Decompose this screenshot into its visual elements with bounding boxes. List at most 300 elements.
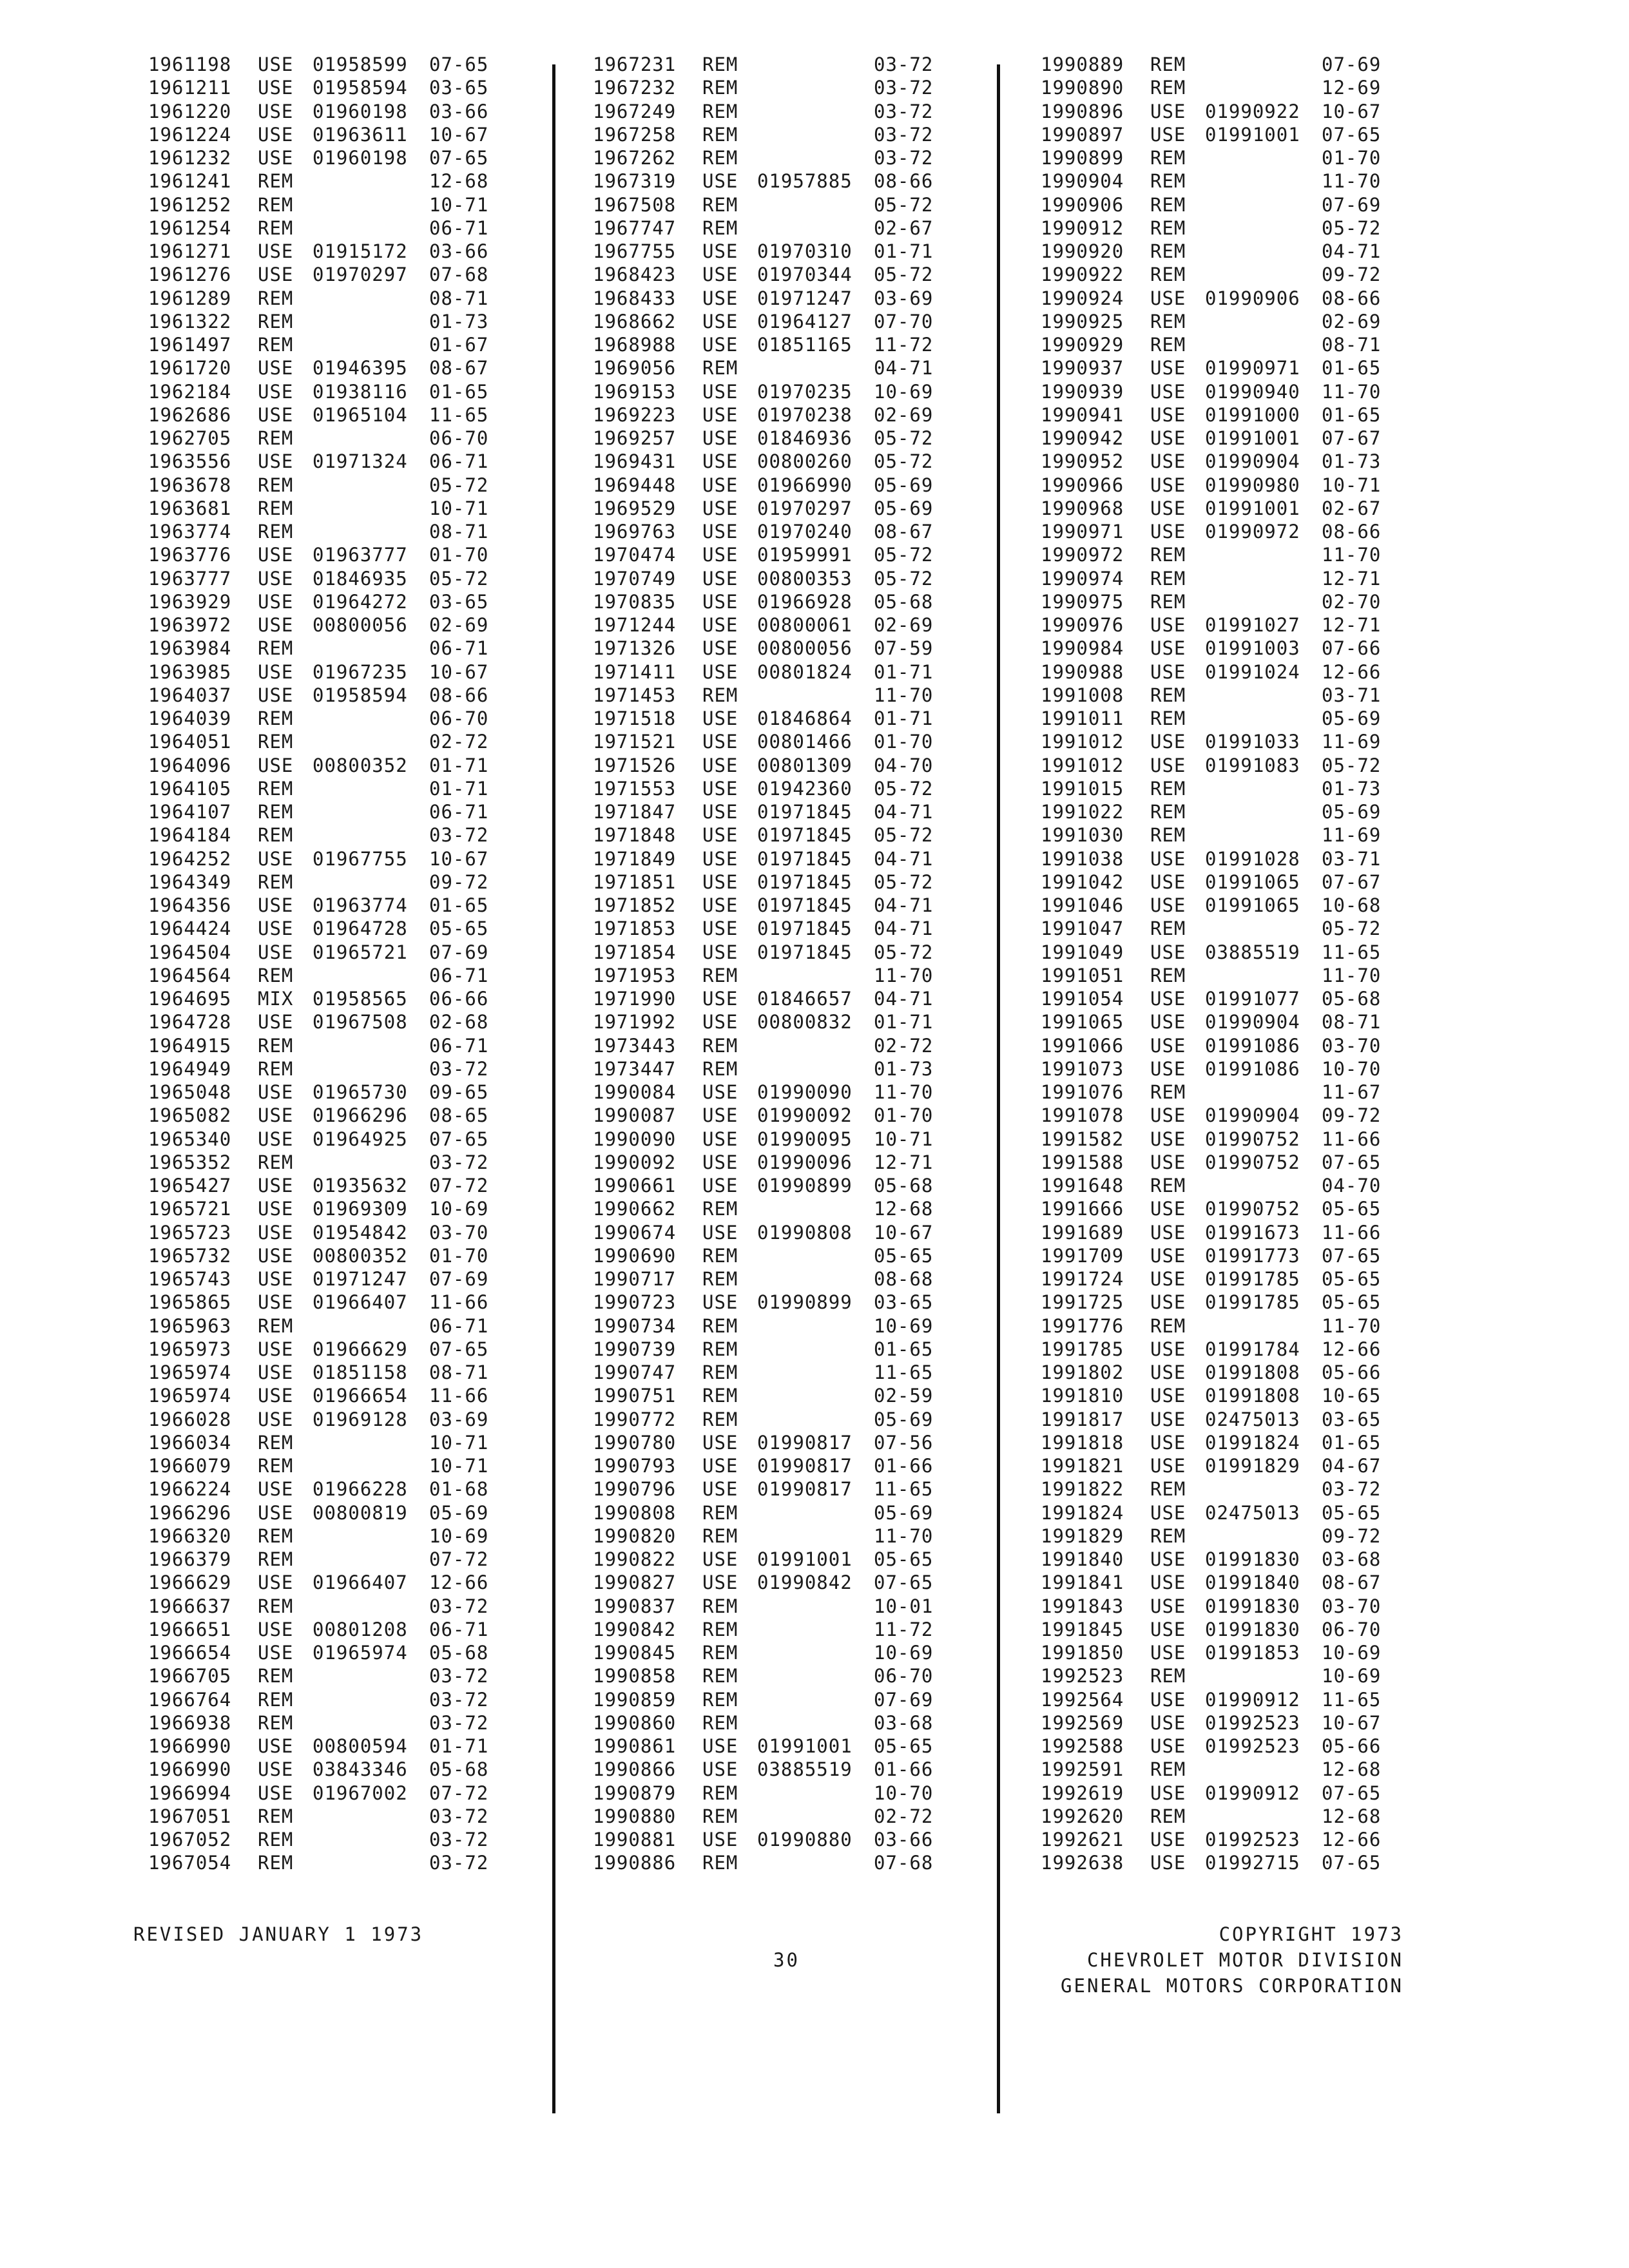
effective-date: 01-73 [1322,777,1382,800]
action-code: REM [258,1852,294,1874]
part-number: 1991709 [1041,1244,1124,1267]
part-number: 1961241 [148,170,232,193]
part-number: 1991588 [1041,1151,1124,1173]
part-number: 1967258 [593,123,677,146]
action-code: REM [258,1455,294,1477]
effective-date: 06-71 [429,216,489,239]
effective-date: 03-72 [429,1595,489,1617]
action-code: USE [258,1408,294,1430]
effective-date: 04-71 [874,357,934,380]
action-code: REM [258,1805,294,1827]
replacement-number: 01946395 [313,357,408,380]
action-code: USE [258,1618,294,1640]
part-number: 1965427 [148,1175,232,1196]
effective-date: 12-68 [1322,1805,1382,1827]
effective-date: 11-69 [1322,731,1382,753]
action-code: USE [1150,1408,1186,1430]
replacement-number: 01958594 [313,684,408,706]
effective-date: 09-72 [429,870,489,893]
part-number: 1990925 [1041,310,1124,332]
action-code: USE [1150,1361,1186,1383]
action-code: USE [1150,1501,1186,1524]
part-number: 1966990 [148,1735,232,1757]
effective-date: 12-71 [1322,567,1382,590]
effective-date: 01-71 [429,777,489,800]
part-number: 1966637 [148,1595,232,1617]
action-code: USE [702,801,738,823]
effective-date: 04-71 [1322,240,1382,262]
effective-date: 09-72 [1322,1104,1382,1127]
column-divider [552,64,555,2113]
effective-date: 07-65 [1322,1151,1382,1173]
action-code: USE [702,1455,738,1477]
effective-date: 03-65 [429,77,489,99]
action-code: USE [258,1735,294,1757]
part-number: 1990674 [593,1221,677,1244]
action-code: REM [258,310,294,332]
action-code: USE [258,1011,294,1033]
effective-date: 12-71 [874,1151,934,1173]
effective-date: 01-71 [429,754,489,776]
action-code: REM [1150,590,1186,613]
effective-date: 04-67 [1322,1455,1382,1477]
effective-date: 01-71 [874,707,934,729]
action-code: REM [258,170,294,193]
effective-date: 08-65 [429,1104,489,1127]
action-code: USE [258,77,294,99]
part-number: 1990942 [1041,427,1124,449]
part-number: 1990920 [1041,240,1124,262]
effective-date: 07-72 [429,1548,489,1570]
part-number: 1990966 [1041,474,1124,496]
action-code: USE [702,918,738,940]
action-code: REM [258,1151,294,1173]
action-code: USE [702,1431,738,1454]
action-code: USE [702,660,738,683]
part-number: 1991008 [1041,684,1124,706]
action-code: USE [702,1221,738,1244]
action-code: REM [258,427,294,449]
replacement-number: 01970297 [313,264,408,286]
action-code: USE [702,1829,738,1850]
effective-date: 11-65 [874,1361,934,1383]
effective-date: 03-70 [429,1221,489,1244]
replacement-number: 01991001 [757,1548,853,1570]
effective-date: 12-66 [1322,660,1382,683]
effective-date: 05-72 [874,264,934,286]
part-number: 1966224 [148,1478,232,1501]
part-number: 1990690 [593,1244,677,1267]
part-number: 1992588 [1041,1735,1124,1757]
effective-date: 11-66 [1322,1221,1382,1244]
replacement-number: 01991001 [1205,123,1300,146]
part-number: 1965963 [148,1314,232,1337]
part-number: 1971453 [593,684,677,706]
effective-date: 01-67 [429,334,489,356]
part-number: 1990988 [1041,660,1124,683]
part-number: 1966705 [148,1665,232,1687]
part-number: 1990899 [1041,147,1124,169]
action-code: USE [702,590,738,613]
action-code: USE [702,707,738,729]
effective-date: 01-65 [429,894,489,916]
action-code: USE [1150,521,1186,543]
column-divider [997,64,1000,2113]
action-code: REM [702,1618,738,1640]
action-code: USE [258,1175,294,1196]
effective-date: 03-66 [429,240,489,262]
replacement-number: 01991065 [1205,870,1300,893]
part-number: 1991829 [1041,1524,1124,1547]
action-code: REM [258,1057,294,1080]
part-number: 1990972 [1041,544,1124,566]
part-number: 1991022 [1041,801,1124,823]
effective-date: 06-70 [429,707,489,729]
part-number: 1964915 [148,1034,232,1057]
part-number: 1990827 [593,1571,677,1594]
effective-date: 01-70 [429,1244,489,1267]
action-code: USE [702,754,738,776]
part-number: 1990904 [1041,170,1124,193]
part-number: 1990974 [1041,567,1124,590]
action-code: REM [258,1548,294,1570]
part-number: 1961497 [148,334,232,356]
effective-date: 03-70 [1322,1595,1382,1617]
effective-date: 11-70 [1322,170,1382,193]
part-number: 1967232 [593,77,677,99]
part-number: 1966296 [148,1501,232,1524]
part-number: 1964564 [148,964,232,986]
effective-date: 12-68 [429,170,489,193]
effective-date: 03-65 [1322,1408,1382,1430]
part-number: 1991012 [1041,754,1124,776]
part-number: 1971992 [593,1011,677,1033]
replacement-number: 01963774 [313,894,408,916]
replacement-number: 01969128 [313,1408,408,1430]
replacement-number: 01969309 [313,1198,408,1220]
replacement-number: 00800819 [313,1501,408,1524]
effective-date: 01-65 [1322,403,1382,426]
action-code: USE [1150,1735,1186,1757]
part-number: 1963678 [148,474,232,496]
replacement-number: 01966928 [757,590,853,613]
replacement-number: 01992523 [1205,1711,1300,1734]
action-code: USE [702,731,738,753]
replacement-number: 01991027 [1205,614,1300,636]
replacement-number: 01990940 [1205,380,1300,403]
action-code: USE [1150,1057,1186,1080]
replacement-number: 01851165 [757,334,853,356]
replacement-number: 01970344 [757,264,853,286]
replacement-number: 01991853 [1205,1642,1300,1664]
replacement-number: 01958565 [313,988,408,1010]
action-code: REM [1150,1758,1186,1781]
replacement-number: 01846936 [757,427,853,449]
effective-date: 10-70 [874,1782,934,1804]
replacement-number: 00801824 [757,660,853,683]
effective-date: 10-67 [874,1221,934,1244]
part-number: 1990739 [593,1338,677,1360]
part-number: 1961289 [148,287,232,309]
action-code: USE [258,1081,294,1103]
part-number: 1991582 [1041,1128,1124,1150]
part-number: 1963556 [148,450,232,473]
action-code: USE [1150,1268,1186,1290]
action-code: USE [1150,1829,1186,1850]
action-code: USE [258,590,294,613]
action-code: USE [1150,941,1186,963]
part-number: 1991012 [1041,731,1124,753]
effective-date: 08-66 [874,170,934,193]
effective-date: 02-69 [429,614,489,636]
replacement-number: 01991086 [1205,1034,1300,1057]
part-number: 1961211 [148,77,232,99]
part-number: 1963777 [148,567,232,590]
effective-date: 12-68 [1322,1758,1382,1781]
replacement-number: 00800260 [757,450,853,473]
effective-date: 03-72 [874,53,934,75]
part-number: 1963972 [148,614,232,636]
replacement-number: 01991808 [1205,1385,1300,1407]
effective-date: 11-70 [874,684,934,706]
part-number: 1990661 [593,1175,677,1196]
action-code: USE [702,1175,738,1196]
part-number: 1991810 [1041,1385,1124,1407]
part-number: 1965743 [148,1268,232,1290]
effective-date: 12-66 [1322,1338,1382,1360]
action-code: REM [702,1805,738,1827]
part-number: 1966938 [148,1711,232,1734]
effective-date: 08-66 [429,684,489,706]
effective-date: 07-69 [1322,53,1382,75]
action-code: USE [702,777,738,800]
action-code: USE [1150,1011,1186,1033]
part-number: 1967755 [593,240,677,262]
effective-date: 07-69 [429,1268,489,1290]
effective-date: 05-68 [874,1175,934,1196]
action-code: USE [1150,988,1186,1010]
part-number: 1992619 [1041,1782,1124,1804]
replacement-number: 01991001 [1205,497,1300,519]
effective-date: 06-71 [429,964,489,986]
action-code: REM [1150,170,1186,193]
part-number: 1966654 [148,1642,232,1664]
action-code: USE [1150,287,1186,309]
action-code: REM [1150,684,1186,706]
effective-date: 03-72 [429,1057,489,1080]
effective-date: 03-71 [1322,684,1382,706]
action-code: REM [702,1642,738,1664]
part-number: 1971990 [593,988,677,1010]
action-code: USE [1150,731,1186,753]
effective-date: 05-66 [1322,1735,1382,1757]
part-number: 1990976 [1041,614,1124,636]
replacement-number: 01990752 [1205,1198,1300,1220]
effective-date: 03-72 [429,1151,489,1173]
part-number: 1965973 [148,1338,232,1360]
replacement-number: 00800594 [313,1735,408,1757]
effective-date: 04-71 [874,801,934,823]
action-code: USE [702,870,738,893]
effective-date: 08-71 [429,521,489,543]
replacement-number: 01970235 [757,380,853,403]
action-code: USE [702,334,738,356]
part-number: 1991042 [1041,870,1124,893]
action-code: USE [1150,1782,1186,1804]
replacement-number: 01990096 [757,1151,853,1173]
part-number: 1971849 [593,847,677,870]
action-code: USE [702,614,738,636]
part-number: 1968423 [593,264,677,286]
effective-date: 05-72 [874,544,934,566]
part-number: 1973447 [593,1057,677,1080]
action-code: USE [702,1478,738,1501]
part-number: 1991843 [1041,1595,1124,1617]
action-code: USE [1150,1688,1186,1711]
action-code: REM [702,216,738,239]
effective-date: 07-65 [429,53,489,75]
effective-date: 10-69 [1322,1642,1382,1664]
action-code: REM [702,1268,738,1290]
action-code: REM [258,801,294,823]
part-number: 1969257 [593,427,677,449]
effective-date: 04-71 [874,894,934,916]
copyright-line: GENERAL MOTORS CORPORATION [1061,1975,1403,1997]
action-code: REM [702,1595,738,1617]
effective-date: 06-70 [874,1665,934,1687]
action-code: USE [702,170,738,193]
effective-date: 10-68 [1322,894,1382,916]
part-number: 1965082 [148,1104,232,1127]
part-number: 1966320 [148,1524,232,1547]
effective-date: 08-67 [429,357,489,380]
effective-date: 11-66 [1322,1128,1382,1150]
effective-date: 03-72 [429,1805,489,1827]
part-number: 1990858 [593,1665,677,1687]
part-number: 1971851 [593,870,677,893]
effective-date: 11-70 [1322,964,1382,986]
action-code: USE [258,240,294,262]
part-number: 1991822 [1041,1478,1124,1501]
action-code: USE [1150,1595,1186,1617]
page-number: 30 [773,1949,800,1971]
effective-date: 06-70 [1322,1618,1382,1640]
effective-date: 05-72 [1322,216,1382,239]
replacement-number: 01915172 [313,240,408,262]
effective-date: 10-67 [429,123,489,146]
effective-date: 03-65 [429,590,489,613]
replacement-number: 01846935 [313,567,408,590]
action-code: REM [258,870,294,893]
effective-date: 10-71 [429,1455,489,1477]
part-number: 1969763 [593,521,677,543]
action-code: REM [258,287,294,309]
replacement-number: 01966296 [313,1104,408,1127]
action-code: REM [702,1034,738,1057]
action-code: REM [1150,544,1186,566]
part-number: 1966764 [148,1688,232,1711]
action-code: REM [702,1501,738,1524]
part-number: 1971847 [593,801,677,823]
replacement-number: 01990922 [1205,100,1300,122]
part-number: 1990717 [593,1268,677,1290]
part-number: 1991066 [1041,1034,1124,1057]
effective-date: 07-65 [1322,1852,1382,1874]
action-code: USE [258,1642,294,1664]
effective-date: 07-68 [429,264,489,286]
effective-date: 02-68 [429,1011,489,1033]
replacement-number: 01965974 [313,1642,408,1664]
part-number: 1964424 [148,918,232,940]
part-number: 1991015 [1041,777,1124,800]
effective-date: 10-69 [874,1314,934,1337]
effective-date: 10-67 [429,847,489,870]
effective-date: 05-65 [429,918,489,940]
part-number: 1965732 [148,1244,232,1267]
part-number: 1969448 [593,474,677,496]
action-code: REM [258,1034,294,1057]
replacement-number: 01967235 [313,660,408,683]
effective-date: 08-71 [1322,334,1382,356]
effective-date: 03-72 [429,1829,489,1850]
effective-date: 12-66 [1322,1829,1382,1850]
effective-date: 05-72 [874,193,934,216]
effective-date: 03-68 [874,1711,934,1734]
effective-date: 10-67 [1322,100,1382,122]
replacement-number: 00800832 [757,1011,853,1033]
effective-date: 02-72 [874,1805,934,1827]
effective-date: 03-69 [429,1408,489,1430]
action-code: REM [702,1782,738,1804]
part-number: 1990796 [593,1478,677,1501]
action-code: USE [1150,100,1186,122]
replacement-number: 01991001 [1205,427,1300,449]
action-code: USE [258,894,294,916]
action-code: REM [1150,801,1186,823]
part-number: 1991850 [1041,1642,1124,1664]
part-number: 1967231 [593,53,677,75]
effective-date: 02-69 [874,614,934,636]
effective-date: 07-56 [874,1431,934,1454]
effective-date: 07-65 [429,147,489,169]
effective-date: 10-01 [874,1595,934,1617]
part-number: 1964051 [148,731,232,753]
part-number: 1964037 [148,684,232,706]
action-code: REM [702,193,738,216]
part-number: 1991049 [1041,941,1124,963]
action-code: USE [702,497,738,519]
part-number: 1992638 [1041,1852,1124,1874]
part-number: 1991785 [1041,1338,1124,1360]
action-code: REM [1150,216,1186,239]
effective-date: 06-70 [429,427,489,449]
effective-date: 05-65 [1322,1268,1382,1290]
part-number: 1991065 [1041,1011,1124,1033]
effective-date: 10-71 [1322,474,1382,496]
part-number: 1964349 [148,870,232,893]
action-code: MIX [258,988,294,1010]
part-number: 1990822 [593,1548,677,1570]
effective-date: 05-68 [429,1642,489,1664]
part-number: 1961252 [148,193,232,216]
part-number: 1969529 [593,497,677,519]
replacement-number: 01970240 [757,521,853,543]
action-code: USE [1150,660,1186,683]
action-code: USE [1150,474,1186,496]
action-code: USE [258,403,294,426]
replacement-number: 01971845 [757,870,853,893]
part-number: 1992569 [1041,1711,1124,1734]
